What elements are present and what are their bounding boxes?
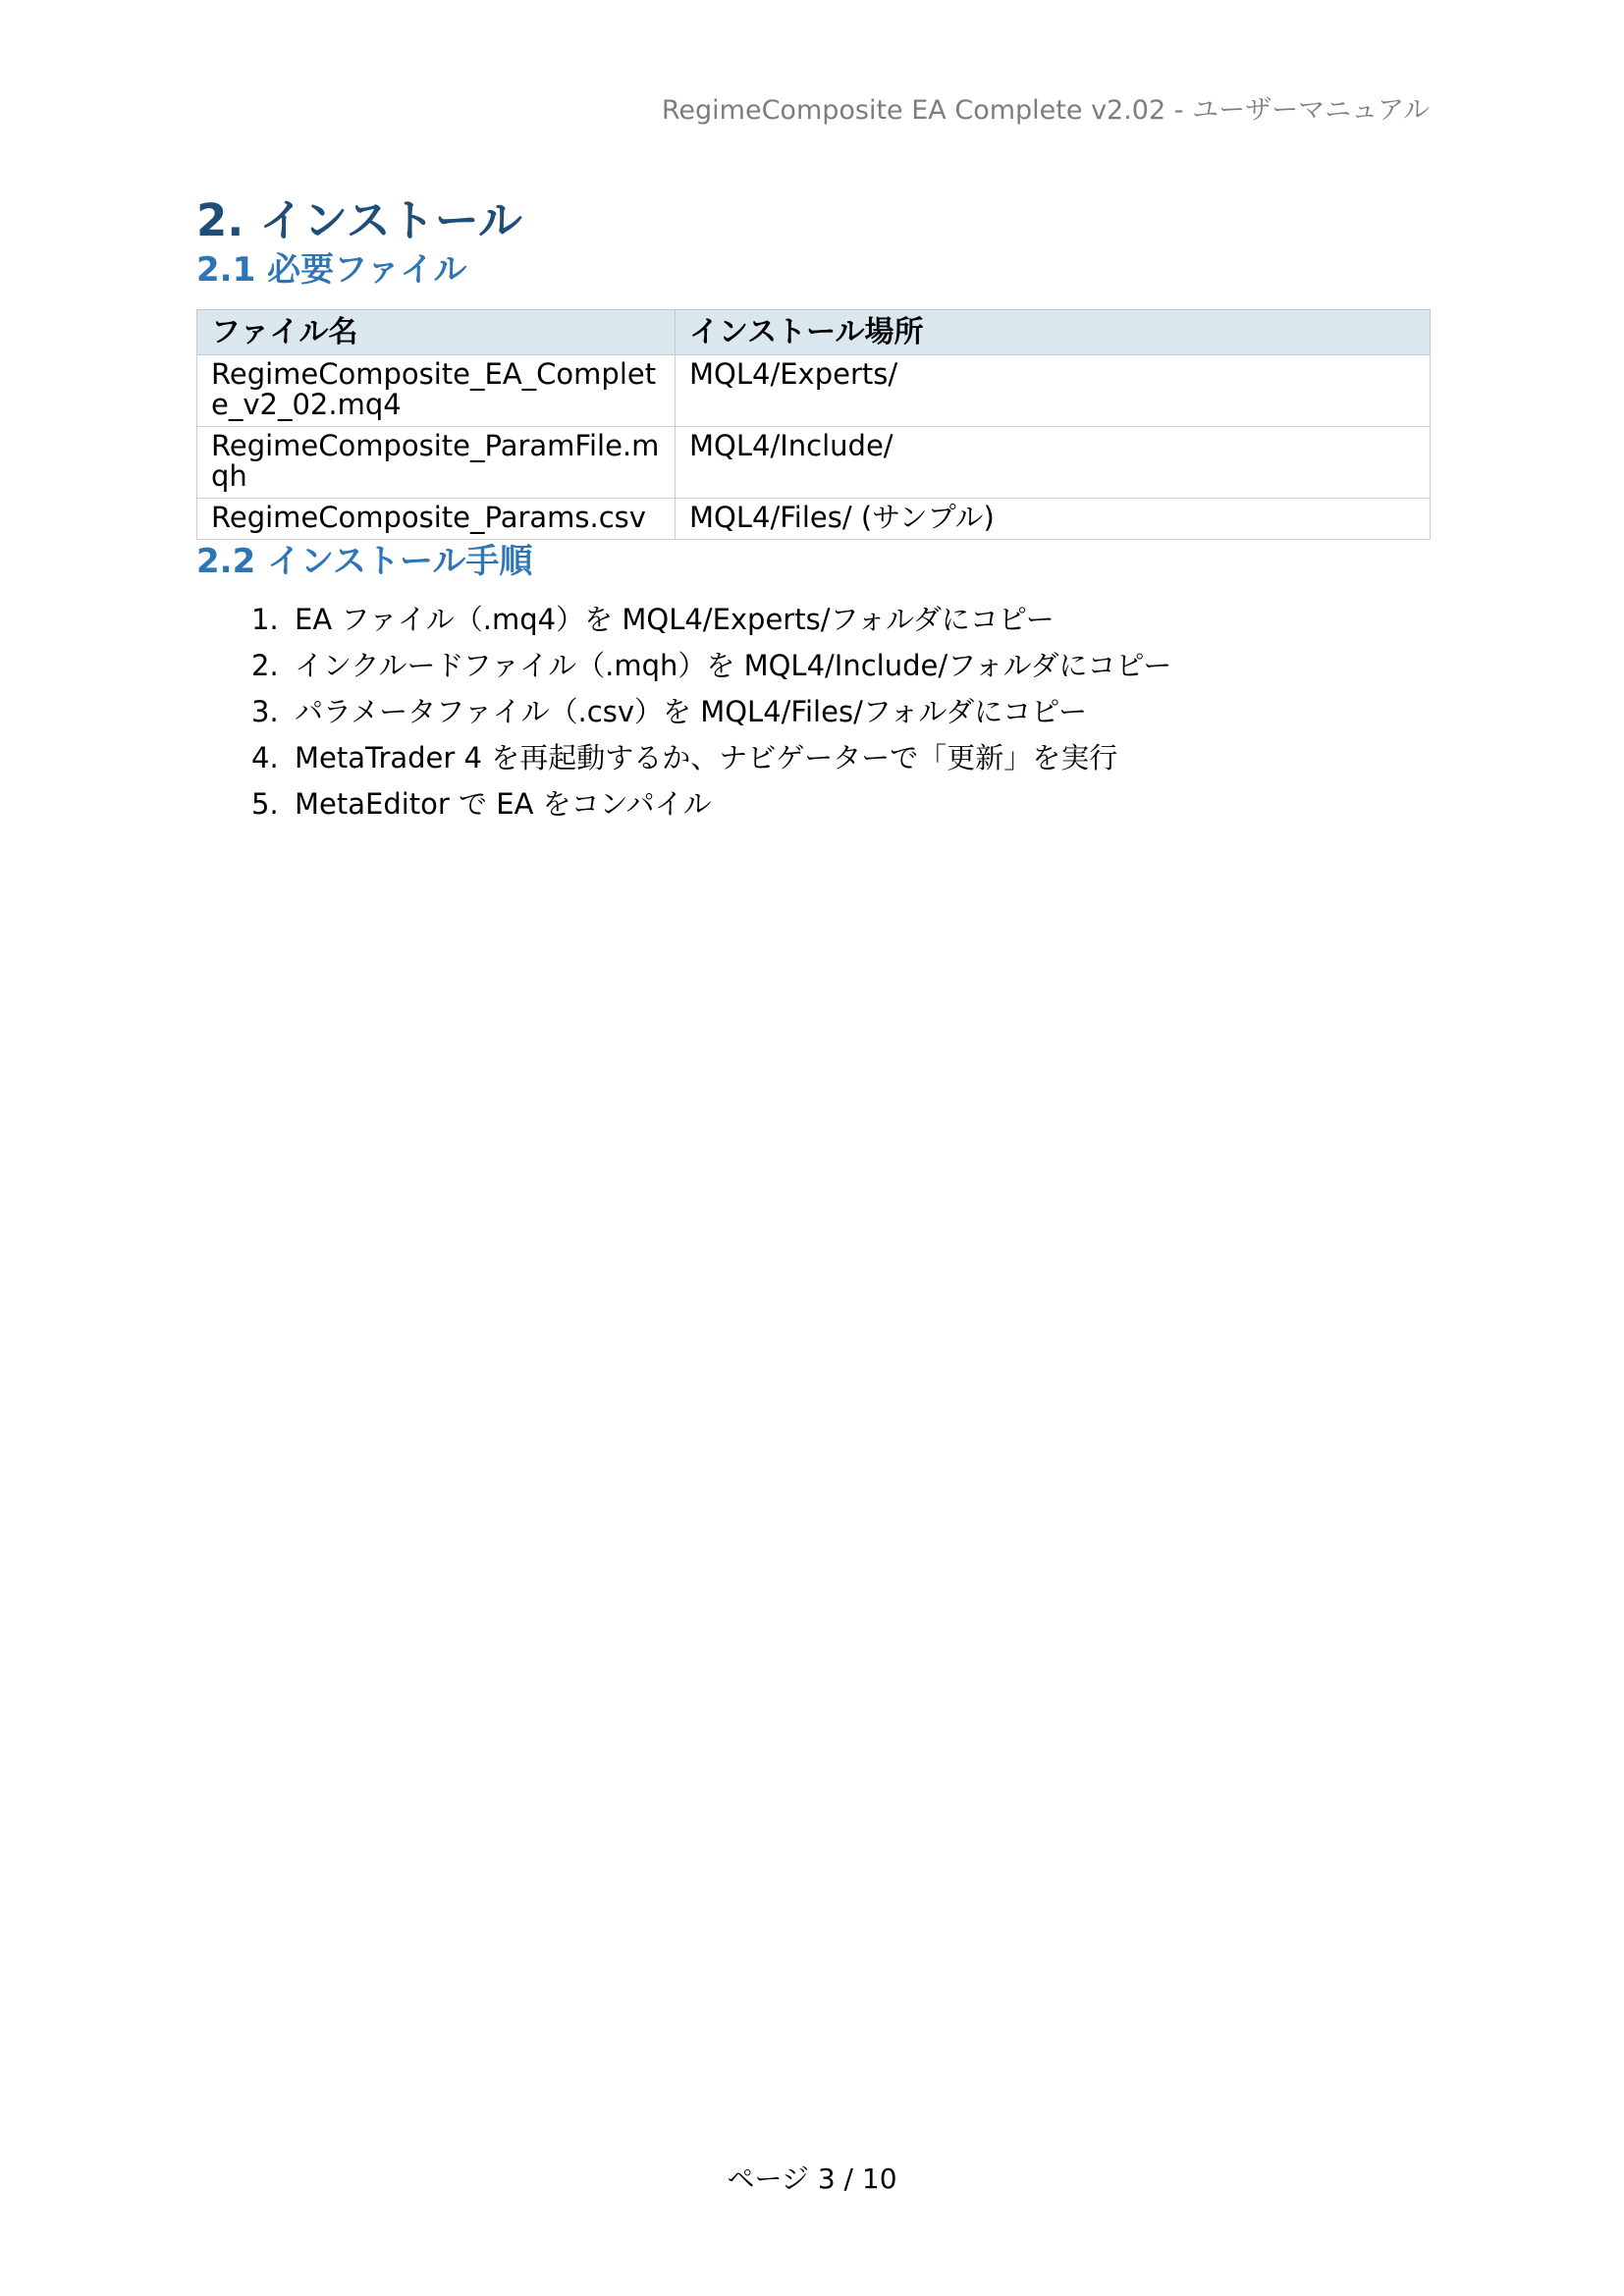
column-header-install-location: インストール場所 (676, 310, 1431, 355)
subsection-heading-required-files: 2.1 必要ファイル (196, 250, 467, 290)
subsection-heading-install-steps: 2.2 インストール手順 (196, 542, 533, 581)
column-header-filename: ファイル名 (197, 310, 676, 355)
list-item-text: MetaEditor で EA をコンパイル (295, 787, 712, 821)
list-item (251, 597, 1430, 643)
list-item-text: MetaTrader 4 を再起動するか、ナビゲーターで「更新」を実行 (295, 741, 1118, 774)
cell-filename: RegimeComposite_EA_Complete_v2_02.mq4 (197, 355, 676, 427)
page-header-title: RegimeComposite EA Complete v2.02 - ユーザーマニュアル (661, 95, 1430, 126)
list-item (251, 689, 1430, 735)
table-row (197, 427, 1431, 499)
cell-install-location: MQL4/Include/ (676, 427, 1431, 499)
cell-install-location: MQL4/Files/ (サンプル) (676, 499, 1431, 540)
section-heading-install: 2. インストール (196, 194, 522, 246)
list-item-number: 5. (251, 787, 279, 821)
list-item-text: EA ファイル（.mq4）を MQL4/Experts/フォルダにコピー (295, 603, 1055, 636)
list-item-text: インクルードファイル（.mqh）を MQL4/Include/フォルダにコピー (295, 649, 1172, 682)
list-item-text: パラメータファイル（.csv）を MQL4/Files/フォルダにコピー (295, 695, 1088, 728)
cell-filename: RegimeComposite_Params.csv (197, 499, 676, 540)
list-item-number: 4. (251, 741, 279, 774)
list-item (251, 781, 1430, 828)
page-footer-pagenumber: ページ 3 / 10 (727, 2163, 897, 2195)
cell-install-location: MQL4/Experts/ (676, 355, 1431, 427)
list-item-number: 3. (251, 695, 279, 728)
list-item (251, 735, 1430, 781)
required-files-table (196, 309, 1431, 540)
list-item-number: 2. (251, 649, 279, 682)
table-row (197, 355, 1431, 427)
list-item-number: 1. (251, 603, 279, 636)
table-row (197, 499, 1431, 540)
install-steps-list (196, 597, 1430, 828)
table-header-row (197, 310, 1431, 355)
cell-filename: RegimeComposite_ParamFile.mqh (197, 427, 676, 499)
list-item (251, 643, 1430, 689)
